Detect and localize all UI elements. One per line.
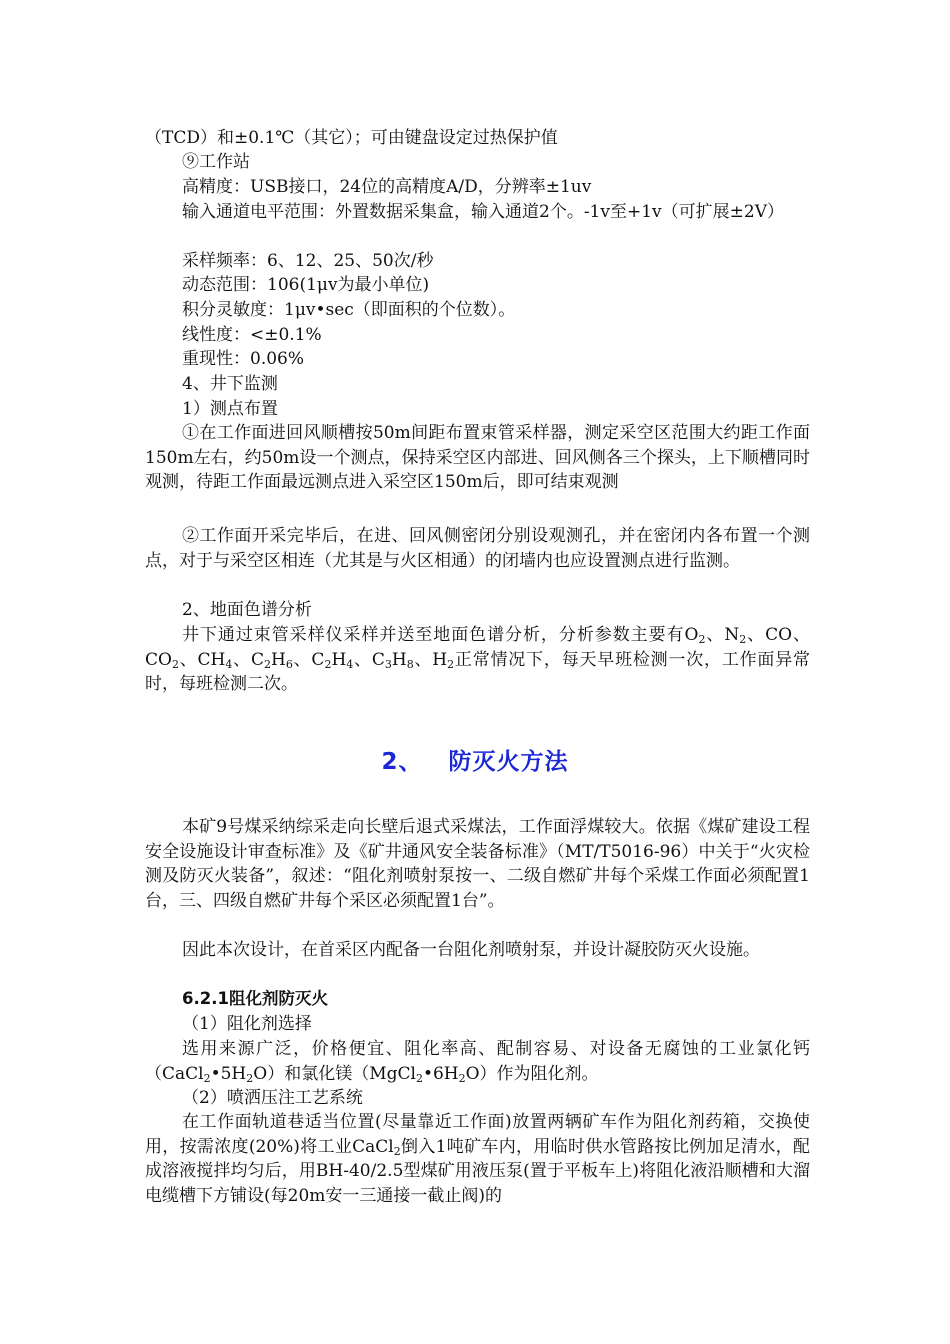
chapter-number: 2、 [381,749,423,775]
text-line: 重现性：0.06% [182,349,305,369]
subsection-title: 6.2.1阻化剂防灭火 [182,989,328,1008]
chapter-title: 防灭火方法 [448,749,569,775]
subsection-title: （2）喷洒压注工艺系统 [182,1088,363,1108]
subsection-title: 1）测点布置 [182,399,278,419]
text-line: 采样频率：6、12、25、50次/秒 [182,251,434,271]
text-line: 输入通道电平范围：外置数据采集盒，输入通道2个。-1v至+1v（可扩展±2V） [182,202,784,222]
text-line: ⑨工作站 [182,152,250,172]
text-line: （TCD）和±0.1℃（其它）；可由键盘设定过热保护值 [145,128,558,148]
text-line: 高精度：USB接口，24位的高精度A/D，分辨率±1uv [182,177,592,197]
paragraph: ①在工作面进回风顺槽按50m间距布置束管采样器，测定采空区范围大约距工作面150m左右，约50m设一个测点，保持采空区内部进、回风侧各三个探头，上下顺槽同时观测，待距工作面最远测点进入采空区150m后，即可结束观测 [145,423,810,492]
text-line: 线性度：<±0.1% [182,325,322,345]
text-line: 积分灵敏度：1μv•sec（即面积的个位数）。 [182,300,516,320]
paragraph-inhibitor: 选用来源广泛，价格便宜、阻化率高、配制容易、对设备无腐蚀的工业氯化钙$(CaCl_2•5H_2O)$和氯化镁$(MgCl_2•6H_2O)$作为阻化剂。 [145,1039,810,1085]
section-title: 2、地面色谱分析 [182,600,312,620]
section-title: 4、井下监测 [182,374,278,394]
paragraph: 本矿9号煤采纳综采走向长壁后退式采煤法，工作面浮煤较大。依据《煤矿建设工程安全设施设计审查标准》及《矿井通风安全装备标准》（MT/T5016-96）中关于“火灾检测及防灭火装备”，叙述：“阻化剂喷射泵按一、二级自燃矿井每个采煤工作面必须配置1台，三、四级自燃矿井每个采区必须配置1台”。 [145,817,810,911]
text-line: 动态范围：106(1μv为最小单位) [182,275,430,295]
paragraph: 因此本次设计，在首采区内配备一台阻化剂喷射泵，并设计凝胶防灭火设施。 [182,940,760,960]
paragraph: ②工作面开采完毕后，在进、回风侧密闭分别设观测孔，并在密闭内各布置一个测点，对于与采空区相连（尤其是与火区相通）的闭墙内也应设置测点进行监测。 [145,526,810,571]
subsection-title: （1）阻化剂选择 [182,1014,312,1034]
chapter-heading [0,743,950,776]
paragraph-gas-analysis: 井下通过束管采样仪采样并送至地面色谱分析，分析参数主要有$O_2$、$N_2$、CO、$CO_2$、$CH_4$、$C_2H_6$、$C_2H_4$、$C_3H_8$、$H_2$正常情况下，每天早班检测一次，工作面异常时，每班检测二次。 [145,625,811,694]
paragraph-spray-system: 在工作面轨道巷适当位置(尽量靠近工作面)放置两辆矿车作为阻化剂药箱，交换使用，按需浓度(20%)将工业CaCl$_2$倒入1吨矿车内，用临时供水管路按比例加足清水，配成溶液搅拌均匀后，用BH-40/2.5型煤矿用液压泵(置于平板车上)将阻化液沿顺槽和大溜电缆槽下方铺设(每20m安一三通接一截止阀)的 [145,1112,810,1206]
